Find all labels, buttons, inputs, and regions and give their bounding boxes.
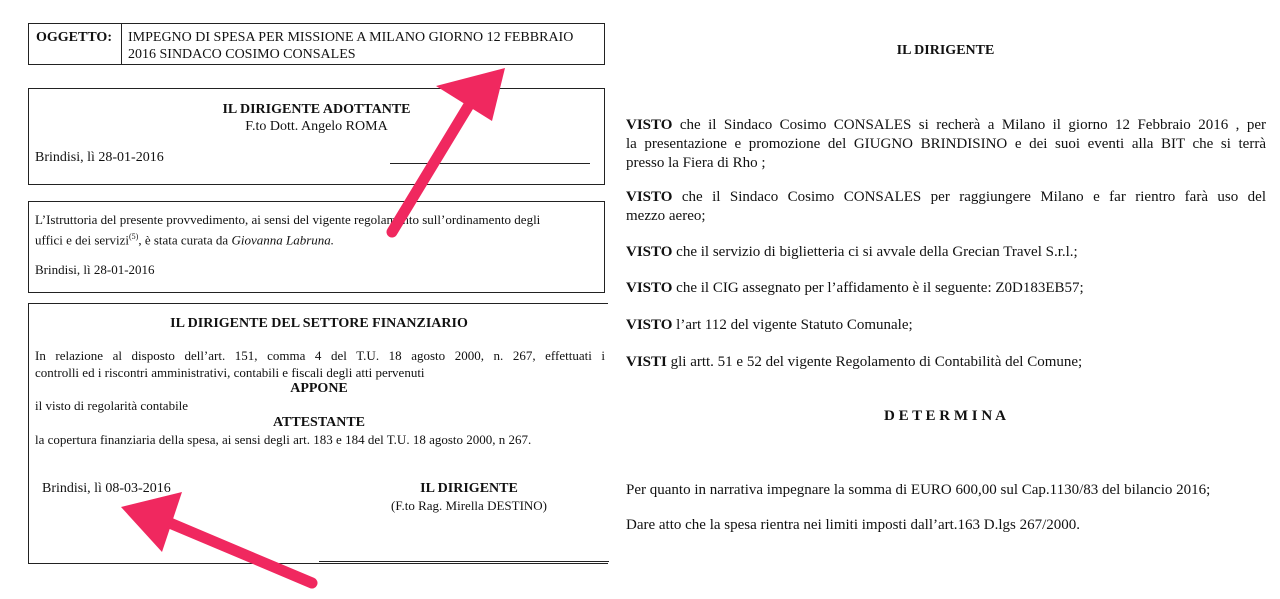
right-title: IL DIRIGENTE <box>896 43 995 58</box>
adottante-name: F.to Dott. Angelo ROMA <box>245 119 388 134</box>
visto-regolarita: il visto di regolarità contabile <box>35 398 189 413</box>
finanziario-para-line1: In relazione al disposto dell’art. 151, comma 4 del T.U. 18 agosto 2000, n. 267, effettuati i <box>35 348 605 363</box>
footnote-ref: (5) <box>128 232 139 241</box>
visti-keyword: VISTI <box>626 354 667 370</box>
finanziario-sig-name: (F.to Rag. Mirella DESTINO) <box>390 498 548 513</box>
visto3-text: che il servizio di biglietteria ci si avvale della Grecian Travel S.r.l.; <box>676 244 1078 260</box>
appone-heading: APPONE <box>290 381 348 396</box>
finanziario-date: Brindisi, lì 08-03-2016 <box>42 481 171 496</box>
adottante-title: IL DIRIGENTE ADOTTANTE <box>222 102 411 117</box>
oggetto-label: OGGETTO: <box>29 24 122 64</box>
visto1-line3: presso la Fiera di Rho ; <box>626 155 766 171</box>
arrow-up-left-icon <box>121 492 312 583</box>
visto4-text: che il CIG assegnato per l’affidamento è il seguente: Z0D183EB57; <box>676 280 1084 296</box>
istruttoria-responsabile: Giovanna Labruna. <box>231 232 334 248</box>
finanziario-sig-title: IL DIRIGENTE <box>420 481 518 496</box>
istruttoria-line2-a: uffici e dei servizi <box>35 232 129 248</box>
oggetto-text-line1: IMPEGNO DI SPESA PER MISSIONE A MILANO GIORNO 12 FEBBRAIO <box>128 30 574 45</box>
determina-heading: D E T E R M I N A <box>884 408 1006 424</box>
visto1-keyword: VISTO <box>626 117 673 133</box>
visto2-line2: mezzo aereo; <box>626 208 706 224</box>
visto2-keyword: VISTO <box>626 189 673 205</box>
visto4-keyword: VISTO <box>626 280 673 296</box>
adottante-date: Brindisi, lì 28-01-2016 <box>35 150 164 165</box>
visto1-line1: che il Sindaco Cosimo CONSALES si recherà a Milano il giorno 12 Febbraio 2016 , per <box>679 117 1267 133</box>
finanziario-para-line2: controlli ed i riscontri amministrativi, contabili e fiscali degli atti pervenuti <box>35 365 425 380</box>
finanziario-title: IL DIRIGENTE DEL SETTORE FINANZIARIO <box>170 316 468 331</box>
visto1-line2: la presentazione e promozione del GIUGNO BRINDISINO e dei suoi eventi alla BIT che si terrà <box>626 136 1266 152</box>
visti-text: gli artt. 51 e 52 del vigente Regolamento di Contabilità del Comune; <box>670 354 1083 370</box>
istruttoria-line1: L’Istruttoria del presente provvedimento, ai sensi del vigente regolamento sull’ordinamento degli <box>35 212 541 227</box>
istruttoria-line2-b: , è stata curata da <box>138 232 229 248</box>
visto3-keyword: VISTO <box>626 244 673 260</box>
arrow-up-right-icon <box>392 68 505 232</box>
visto5-text: l’art 112 del vigente Statuto Comunale; <box>676 317 913 333</box>
attestante-heading: ATTESTANTE <box>272 415 366 430</box>
determina-dare-atto: Dare atto che la spesa rientra nei limiti imposti dall’art.163 D.lgs 267/2000. <box>626 517 1081 533</box>
determina-impegno: Per quanto in narrativa impegnare la somma di EURO 600,00 sul Cap.1130/83 del bilancio 2016; <box>626 482 1211 498</box>
visto5-keyword: VISTO <box>626 317 673 333</box>
istruttoria-date: Brindisi, lì 28-01-2016 <box>35 262 155 277</box>
oggetto-text-line2: 2016 SINDACO COSIMO CONSALES <box>128 47 356 62</box>
copertura-text: la copertura finanziaria della spesa, ai sensi degli art. 183 e 184 del T.U. 18 agosto 2000, n 267. <box>35 432 532 447</box>
visto2-line1: che il Sindaco Cosimo CONSALES per raggiungere Milano e far rientro farà uso del <box>681 189 1266 205</box>
